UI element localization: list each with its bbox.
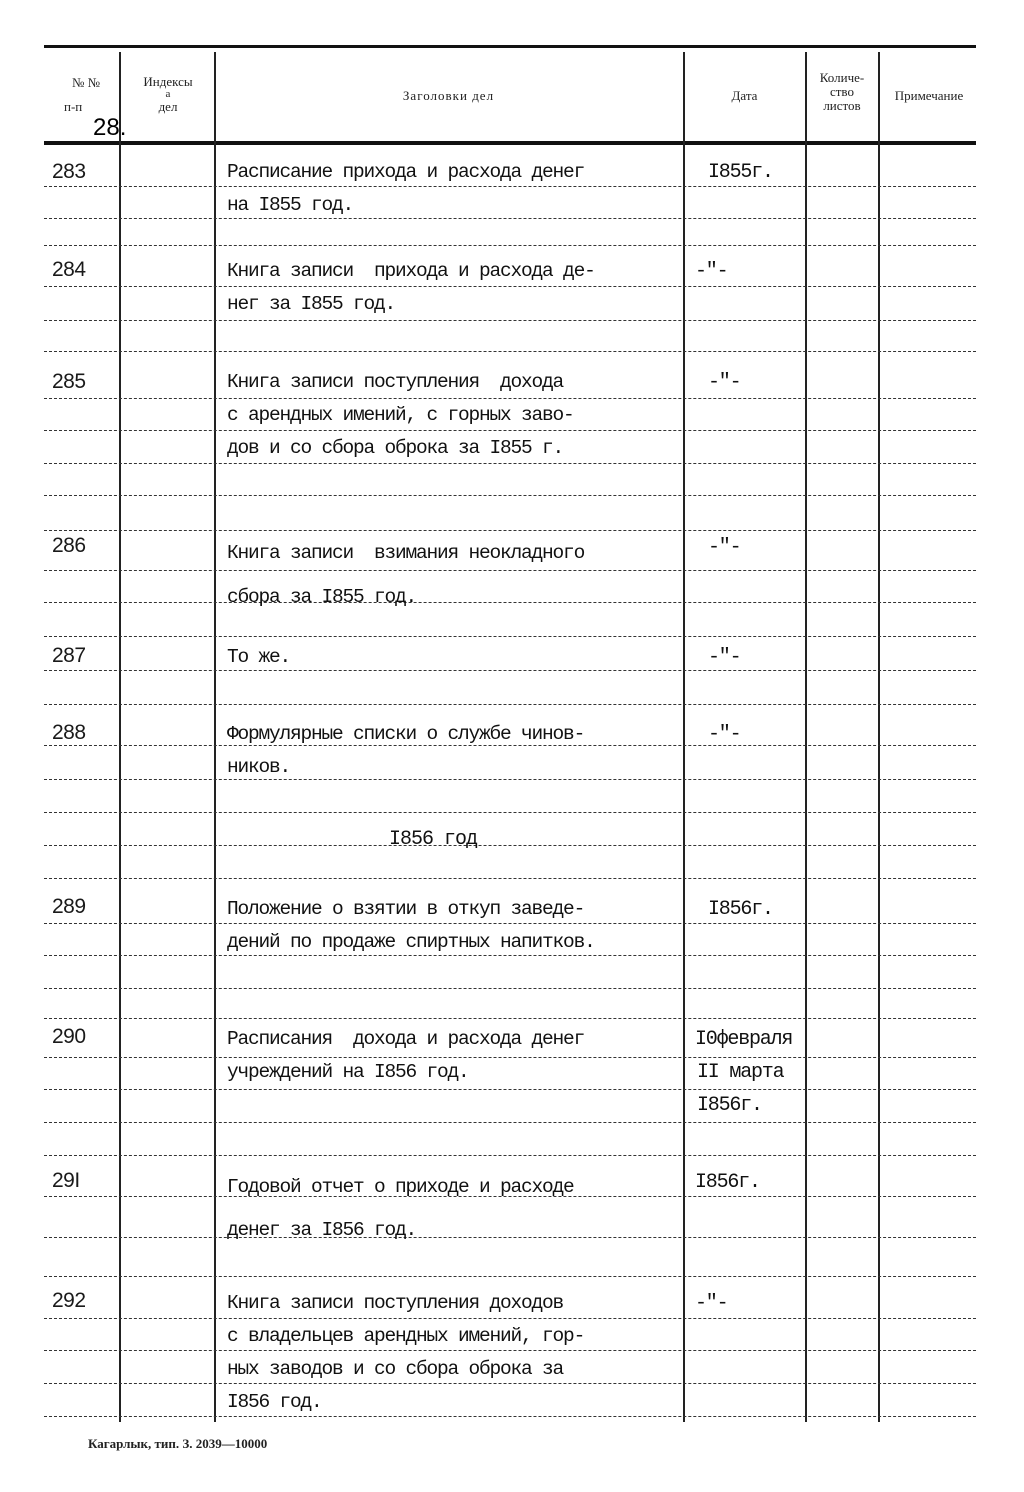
title-line: Книга записи поступления доходов xyxy=(227,1292,564,1314)
header-sheets-line2: ство xyxy=(829,84,854,99)
header-index-line1: Индексы xyxy=(143,74,193,89)
entry-number: 285 xyxy=(52,370,86,393)
header-sheets-line3: листов xyxy=(823,98,861,113)
title-line: на I855 год. xyxy=(227,194,354,216)
top-border-rule xyxy=(44,45,976,48)
ruled-line xyxy=(44,1276,976,1277)
entry-number: 289 xyxy=(52,895,86,918)
header-date: Дата xyxy=(731,88,758,103)
date-line: II марта xyxy=(697,1061,784,1084)
title-line: дений по продаже спиртных напитков. xyxy=(227,931,595,953)
title-line: Формулярные списки о службе чинов- xyxy=(227,723,585,745)
ruled-line xyxy=(44,878,976,879)
title-line: дов и со сбора оброка за I855 г. xyxy=(227,437,564,459)
divider-number-index xyxy=(119,52,121,1422)
title-line: нег за I855 год. xyxy=(227,293,396,315)
entry-title xyxy=(227,255,595,321)
title-line: Расписания дохода и расхода денег xyxy=(227,1028,585,1050)
header-sheets-line1: Количе- xyxy=(819,70,865,85)
entry-date: I855г. xyxy=(708,161,773,184)
header-number xyxy=(56,76,116,114)
title-line: ников. xyxy=(227,756,291,778)
divider-index-title xyxy=(214,52,216,1422)
divider-sheets-note xyxy=(878,52,880,1422)
entry-date: -"- xyxy=(695,260,728,283)
entry-number: 284 xyxy=(52,258,86,281)
title-line: Положение о взятии в откуп заведе- xyxy=(227,898,585,920)
entry-date: -"- xyxy=(708,646,741,669)
entry-title xyxy=(227,893,595,959)
header-index-line3: дел xyxy=(158,99,178,114)
title-line: I856 год. xyxy=(227,1391,322,1413)
entry-title xyxy=(227,1166,574,1252)
header-sheets xyxy=(806,71,878,113)
ruled-line xyxy=(44,1018,976,1019)
entry-date xyxy=(695,1023,792,1122)
entry-date: -"- xyxy=(695,1292,728,1315)
entry-number: 287 xyxy=(52,644,86,667)
title-line: Книга записи взимания неокладного xyxy=(227,542,585,564)
printer-imprint: Кагарлык, тип. З. 2039—10000 xyxy=(88,1436,268,1451)
header-number-line2: п-п xyxy=(64,99,83,114)
ruled-line xyxy=(44,812,976,813)
ruled-line xyxy=(44,245,976,246)
title-line: денег за I856 год. xyxy=(227,1219,417,1241)
entry-number: 288 xyxy=(52,721,86,744)
date-line: I0февраля xyxy=(695,1028,793,1051)
title-line: учреждений на I856 год. xyxy=(227,1061,469,1083)
header-title: Заголовки дел xyxy=(402,88,495,103)
divider-date-sheets xyxy=(805,52,807,1422)
entry-title xyxy=(227,531,584,619)
ruled-line xyxy=(44,495,976,496)
title-line: Расписание прихода и расхода денег xyxy=(227,161,585,183)
title-line: Годовой отчет о приходе и расходе xyxy=(227,1176,574,1198)
entry-title xyxy=(227,718,584,784)
entry-date: I856г. xyxy=(708,898,773,921)
entry-number: 286 xyxy=(52,534,86,557)
date-line: I856г. xyxy=(697,1094,762,1117)
section-year-heading: I856 год xyxy=(389,828,478,851)
title-line: с арендных имений, с горных заво- xyxy=(227,404,574,426)
entry-date: -"- xyxy=(708,723,741,746)
ruled-line xyxy=(44,845,976,846)
entry-number: 292 xyxy=(52,1289,86,1312)
ruled-line xyxy=(44,1122,976,1123)
page-number: 28. xyxy=(93,114,127,141)
title-line: То же. xyxy=(227,646,291,668)
title-line: ных заводов и со сбора оброка за xyxy=(227,1358,564,1380)
entry-title xyxy=(227,641,290,674)
entry-title xyxy=(227,1287,584,1419)
ruled-line xyxy=(44,351,976,352)
ruled-line xyxy=(44,1089,976,1090)
ruled-line xyxy=(44,670,976,671)
divider-title-date xyxy=(683,52,685,1422)
entry-number: 283 xyxy=(52,160,86,183)
entry-title xyxy=(227,156,584,222)
title-line: Книга записи поступления дохода xyxy=(227,371,564,393)
entry-title xyxy=(227,1023,584,1089)
header-index xyxy=(124,75,212,114)
header-bottom-rule xyxy=(44,141,976,145)
title-line: с владельцев арендных имений, гор- xyxy=(227,1325,585,1347)
title-line: сбора за I855 год. xyxy=(227,586,417,608)
entry-number: 29I xyxy=(52,1169,80,1192)
entry-title xyxy=(227,366,574,465)
entry-date: I856г. xyxy=(695,1171,760,1194)
entry-date: -"- xyxy=(708,371,741,394)
ruled-line xyxy=(44,988,976,989)
entry-date: -"- xyxy=(708,536,741,559)
header-number-line1: № № xyxy=(71,75,101,90)
ruled-line xyxy=(44,704,976,705)
title-line: Книга записи прихода и расхода де- xyxy=(227,260,595,282)
ruled-line xyxy=(44,636,976,637)
header-index-line2: а xyxy=(165,88,171,100)
header-note: Примечание xyxy=(894,88,964,103)
ruled-line xyxy=(44,1155,976,1156)
entry-number: 290 xyxy=(52,1025,86,1048)
